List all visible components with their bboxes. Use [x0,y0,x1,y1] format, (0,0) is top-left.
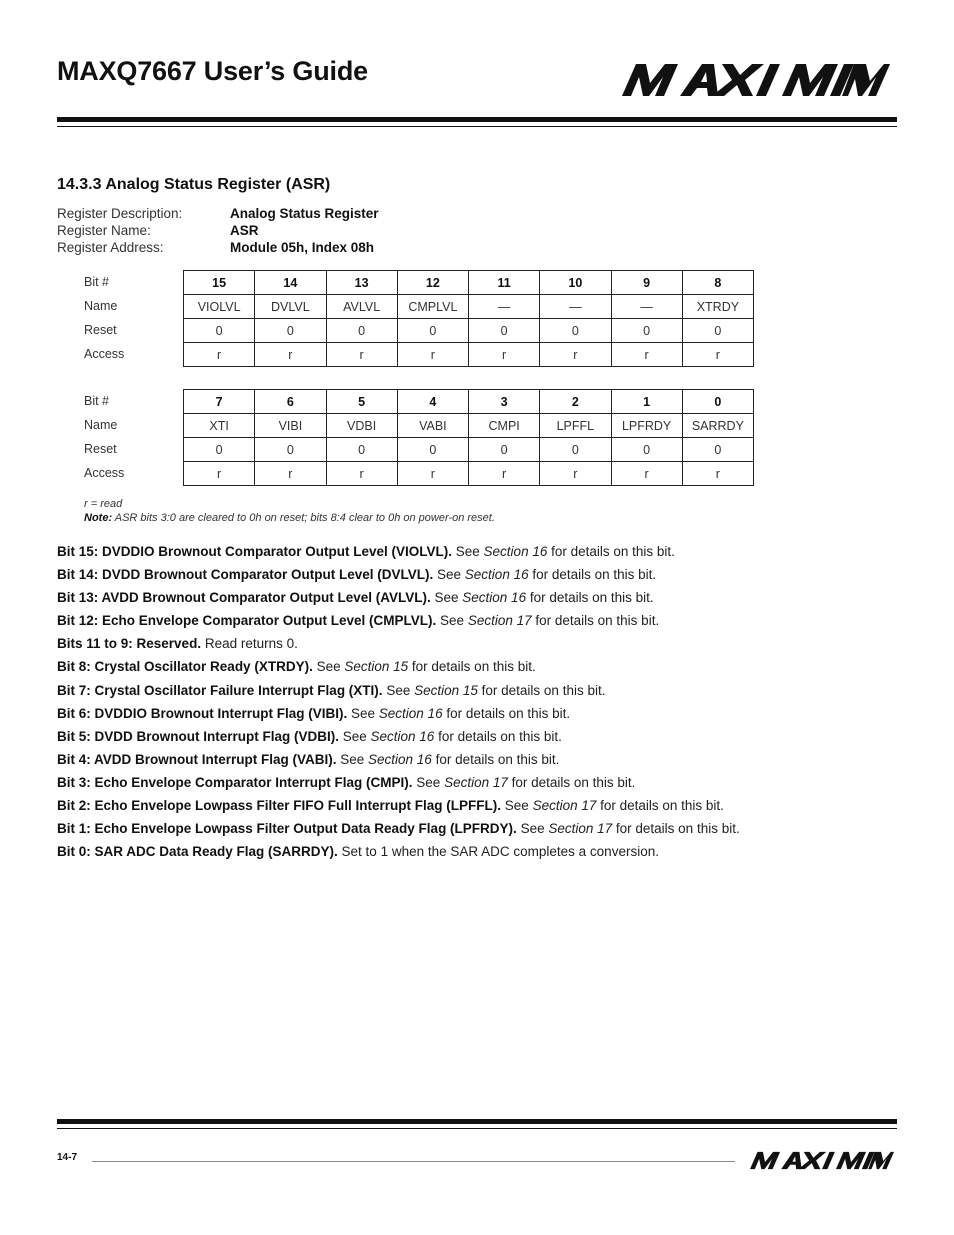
footer-divider [92,1161,735,1162]
bit-description-text: Set to 1 when the SAR ADC completes a conversion. [337,844,659,860]
bit-number-cell: 15 [184,271,255,295]
bit-description-text: See [312,659,345,675]
bit-reset-row [184,438,754,462]
bit-name-cell: AVLVL [326,295,397,319]
section-reference: Section 17 [532,798,597,814]
row-label-name: Name [84,299,118,313]
bit-access-cell: r [397,343,468,367]
bit-description-head: Bit 1: Echo Envelope Lowpass Filter Output Data Ready Flag (LPFRDY). [57,821,517,837]
bit-name-row [184,295,754,319]
read-legend: r = read [84,498,123,510]
bit-description-text: See [516,821,549,837]
bit-description [57,679,740,702]
bit-description-text: for details on this bit. [408,659,536,675]
section-reference: Section 16 [464,567,529,583]
bit-description-text: for details on this bit. [434,728,562,744]
register-address-row [57,239,379,256]
bit-access-cell: r [682,343,753,367]
bit-access-cell: r [469,343,540,367]
footer-rule-thick [57,1119,897,1124]
bit-description [57,748,740,771]
bit-description-text: for details on this bit. [528,567,657,583]
page-number: 14-7 [57,1152,78,1163]
bit-description [57,655,740,678]
bit-access-cell: r [326,462,397,486]
bit-description [57,840,740,863]
section-reference: Section 16 [483,544,548,559]
bit-description-text: for details on this bit. [596,798,724,814]
bit-description-text: for details on this bit. [477,682,606,698]
register-address-value: Module 05h, Index 08h [230,240,375,255]
bit-description-head: Bit 3: Echo Envelope Comparator Interrupt Flag (CMPI). [57,774,413,790]
maxim-logo [622,63,890,97]
bit-grid-upper [183,270,754,367]
bit-description-text: for details on this bit. [612,821,740,837]
register-description-row [57,205,379,222]
bit-description-text: See [430,590,463,606]
register-description-value: Analog Status Register [230,206,379,221]
register-address-label: Register Address: [57,240,164,255]
header-rule-thin [57,126,897,127]
bit-reset-cell: 0 [397,319,468,343]
bit-access-cell: r [255,462,326,486]
bit-number-cell: 14 [255,271,326,295]
row-label-name: Name [84,418,118,432]
bit-reset-cell: 0 [184,319,255,343]
bit-number-cell: 4 [397,390,468,414]
section-reference: Section 15 [344,659,409,675]
bit-number-cell: 7 [184,390,255,414]
bit-access-cell: r [540,462,611,486]
maxim-logo-footer [750,1151,894,1170]
section-reference: Section 17 [467,613,532,629]
bit-name-cell: — [540,295,611,319]
bit-number-cell: 0 [682,390,753,414]
bit-description-text: for details on this bit. [442,705,571,721]
row-label-bit: Bit # [84,275,110,289]
row-label-bit: Bit # [84,394,110,408]
bit-description-text: See [336,751,369,767]
bit-number-cell: 8 [682,271,753,295]
bit-description-text: for details on this bit. [507,774,636,790]
bit-description-head: Bit 6: DVDDIO Brownout Interrupt Flag (VIBI). [57,705,348,721]
bit-description [57,586,740,609]
bit-name-cell: XTRDY [682,295,753,319]
bit-reset-cell: 0 [326,438,397,462]
bit-access-cell: r [540,343,611,367]
section-reference: Section 17 [444,774,508,790]
bit-description [57,563,740,586]
bit-reset-cell: 0 [469,319,540,343]
bit-number-cell: 3 [469,390,540,414]
bit-description-text: See [433,567,465,583]
bit-description-text: for details on this bit. [526,590,654,606]
row-labels-upper [84,270,183,366]
bit-name-cell: — [611,295,682,319]
bit-number-cell: 9 [611,271,682,295]
bit-name-cell: VABI [397,414,468,438]
bit-access-cell: r [255,343,326,367]
bit-name-cell: CMPI [469,414,540,438]
bit-name-cell: VIOLVL [184,295,255,319]
bit-description-text: See [338,728,371,744]
maxim-logo-graphic [622,63,890,97]
bit-access-cell: r [611,343,682,367]
bit-description-head: Bit 8: Crystal Oscillator Ready (XTRDY). [57,659,313,675]
bit-reset-cell: 0 [255,438,326,462]
bit-description-text: See [382,682,415,698]
bit-description-text: See [347,705,379,721]
bit-reset-cell: 0 [184,438,255,462]
bit-number-cell: 1 [611,390,682,414]
bit-access-cell: r [184,462,255,486]
bit-access-cell: r [682,462,753,486]
bit-description-head: Bit 2: Echo Envelope Lowpass Filter FIFO Full Interrupt Flag (LPFFL). [57,798,502,814]
section-title: 14.3.3 Analog Status Register (ASR) [57,176,331,193]
row-label-access: Access [84,347,125,361]
bit-name-cell: VDBI [326,414,397,438]
bit-access-cell: r [326,343,397,367]
bit-name-cell: — [469,295,540,319]
register-name-row [57,222,379,239]
bit-description [57,702,740,725]
bit-name-row [184,414,754,438]
bit-description [57,725,740,748]
header-rule-thick [57,117,897,122]
bit-number-row [184,271,754,295]
bit-reset-cell: 0 [540,438,611,462]
bit-reset-cell: 0 [611,438,682,462]
bit-description-text: Read returns 0. [201,636,298,652]
register-name-value: ASR [230,223,259,238]
bit-reset-cell: 0 [682,438,753,462]
table-footnotes [84,497,495,525]
row-label-access: Access [84,466,125,480]
bit-name-cell: VIBI [255,414,326,438]
row-label-reset: Reset [84,323,117,337]
bit-description [57,771,740,794]
bit-description [57,794,740,817]
section-reference: Section 16 [368,751,432,767]
footer-rule-thin [57,1128,897,1129]
bit-number-cell: 10 [540,271,611,295]
bit-reset-cell: 0 [469,438,540,462]
bit-access-cell: r [611,462,682,486]
document-title: MAXQ7667 User’s Guide [57,56,368,86]
bit-access-row [184,343,754,367]
bit-name-cell: SARRDY [682,414,753,438]
bit-access-cell: r [469,462,540,486]
bit-description [57,632,740,655]
bit-description-text: See [436,613,468,629]
bit-description-head: Bits 11 to 9: Reserved. [57,636,202,652]
bit-description-text: for details on this bit. [531,613,660,629]
bit-description [57,817,740,840]
bit-access-row [184,462,754,486]
row-labels-lower [84,389,183,485]
note-text: ASR bits 3:0 are cleared to 0h on reset; bits 8:4 clear to 0h on power-on reset. [112,512,495,524]
bit-name-cell: XTI [184,414,255,438]
bit-description-head: Bit 5: DVDD Brownout Interrupt Flag (VDBI). [57,728,339,744]
bit-description-text: See [501,798,533,814]
bit-description-head: Bit 12: Echo Envelope Comparator Output Level (CMPLVL). [57,613,437,629]
bit-reset-cell: 0 [326,319,397,343]
bit-name-cell: CMPLVL [397,295,468,319]
bit-description-text: for details on this bit. [431,751,560,767]
bit-number-cell: 13 [326,271,397,295]
maxim-logo-footer-graphic [750,1151,894,1170]
bit-description-text: See [452,544,484,559]
bit-reset-cell: 0 [397,438,468,462]
bit-description-text: See [412,774,445,790]
register-name-label: Register Name: [57,223,151,238]
section-reference: Section 16 [370,728,435,744]
bit-grid-lower [183,389,754,486]
row-label-reset: Reset [84,442,117,456]
bit-description-text: for details on this bit. [547,544,675,559]
bit-name-cell: LPFRDY [611,414,682,438]
register-description-label: Register Description: [57,206,183,221]
bit-description [57,609,740,632]
section-reference: Section 15 [414,682,478,698]
bit-number-cell: 5 [326,390,397,414]
bit-number-cell: 6 [255,390,326,414]
bit-description-head: Bit 15: DVDDIO Brownout Comparator Output Level (VIOLVL). [57,544,453,559]
section-reference: Section 17 [548,821,613,837]
bit-number-row [184,390,754,414]
bit-number-cell: 12 [397,271,468,295]
bit-description-head: Bit 14: DVDD Brownout Comparator Output Level (DVLVL). [57,567,434,583]
bit-access-cell: r [397,462,468,486]
bit-access-cell: r [184,343,255,367]
bit-name-cell: DVLVL [255,295,326,319]
register-info [57,205,379,256]
bit-description-head: Bit 7: Crystal Oscillator Failure Interrupt Flag (XTI). [57,682,383,698]
section-reference: Section 16 [462,590,527,606]
bit-description-head: Bit 13: AVDD Brownout Comparator Output Level (AVLVL). [57,590,431,606]
bit-reset-cell: 0 [255,319,326,343]
note-label: Note: [84,512,113,524]
bit-number-cell: 2 [540,390,611,414]
bit-reset-cell: 0 [682,319,753,343]
bit-description-head: Bit 0: SAR ADC Data Ready Flag (SARRDY). [57,844,338,860]
bit-reset-cell: 0 [611,319,682,343]
bit-descriptions [57,540,740,863]
bit-description [57,540,740,563]
reset-note [84,511,495,525]
bit-number-cell: 11 [469,271,540,295]
bit-reset-row [184,319,754,343]
section-reference: Section 16 [378,705,443,721]
bit-reset-cell: 0 [540,319,611,343]
bit-name-cell: LPFFL [540,414,611,438]
bit-description-head: Bit 4: AVDD Brownout Interrupt Flag (VABI). [57,751,337,767]
